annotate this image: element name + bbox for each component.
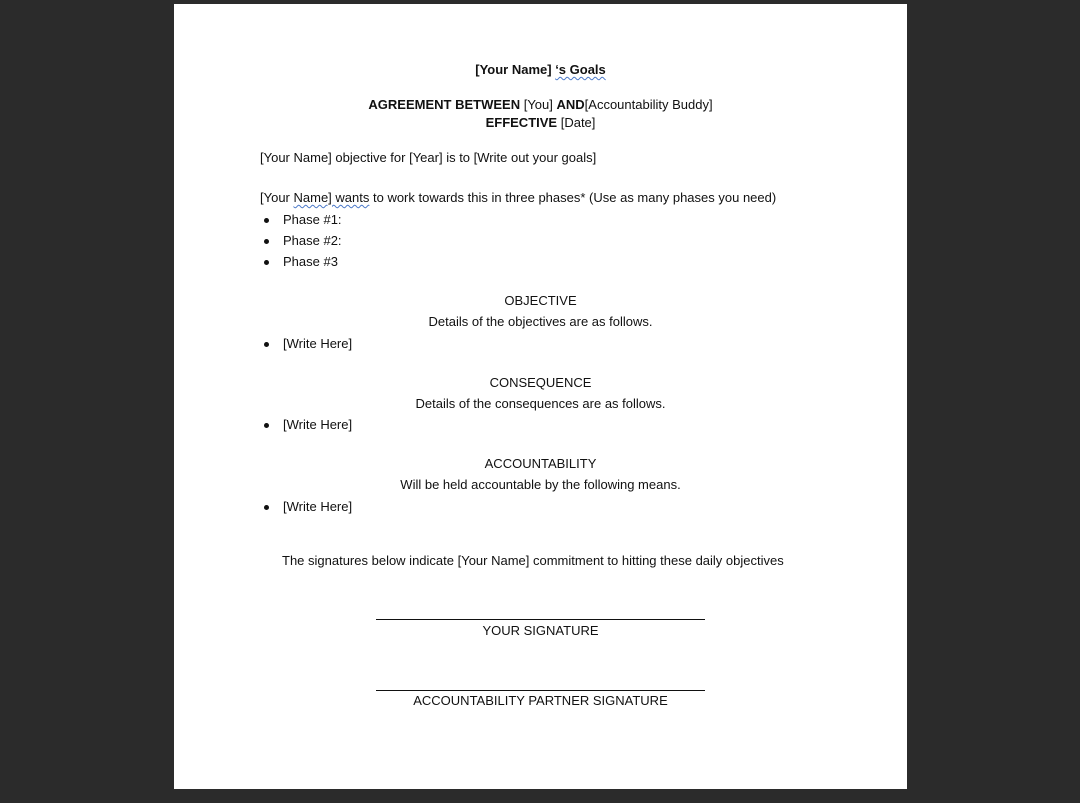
agreement-and-label: AND [556,97,585,112]
objective-description: Details of the objectives are as follows. [428,314,653,329]
your-signature-line [376,619,705,620]
phase-label: Phase #2: [283,233,342,248]
title-goals: ‘s Goals [555,62,606,77]
phases-intro-part2: Name] wants [293,190,370,205]
accountability-bullet [283,499,352,515]
phases-intro-part3: to work towards this in three phases* (Use as many phases you need) [369,190,777,205]
phase-item-3 [283,254,338,270]
write-here-placeholder: [Write Here] [283,417,353,432]
write-here-placeholder: [Write Here] [283,499,353,514]
phases-intro-part1: [Your [260,190,294,205]
write-here-placeholder: [Write Here] [283,336,353,351]
consequence-bullet [283,417,352,433]
partner-signature-line [376,690,705,691]
effective-label: EFFECTIVE [485,115,558,130]
agreement-party-buddy: [Accountability Buddy] [584,97,713,112]
bullet-icon [264,423,269,428]
phases-intro [260,190,776,206]
title-name: [Your Name] [475,62,552,77]
bullet-icon [264,505,269,510]
phase-item-1 [283,212,342,228]
your-signature-label: YOUR SIGNATURE [482,623,599,638]
consequence-description: Details of the consequences are as follows. [415,396,666,411]
accountability-heading: ACCOUNTABILITY [484,456,597,471]
agreement-between-label: AGREEMENT BETWEEN [368,97,521,112]
phase-label: Phase #1: [283,212,342,227]
bullet-icon [264,342,269,347]
objective-bullet [283,336,352,352]
consequence-heading: CONSEQUENCE [489,375,592,390]
phase-label: Phase #3 [283,254,338,269]
partner-signature-label: ACCOUNTABILITY PARTNER SIGNATURE [413,693,668,708]
bullet-icon [264,260,269,265]
document-title [174,62,907,78]
document-page [174,4,907,789]
bullet-icon [264,218,269,223]
effective-date: [Date] [560,115,596,130]
objective-sentence: [Your Name] objective for [Year] is to [Write out your goals] [260,150,597,165]
objective-heading: OBJECTIVE [504,293,577,308]
signatures-note: The signatures below indicate [Your Name] commitment to hitting these daily objectives [282,553,784,568]
effective-line [174,115,907,131]
agreement-line [174,97,907,113]
agreement-party-you: [You] [523,97,553,112]
bullet-icon [264,239,269,244]
accountability-description: Will be held accountable by the following means. [400,477,681,492]
phase-item-2 [283,233,342,249]
